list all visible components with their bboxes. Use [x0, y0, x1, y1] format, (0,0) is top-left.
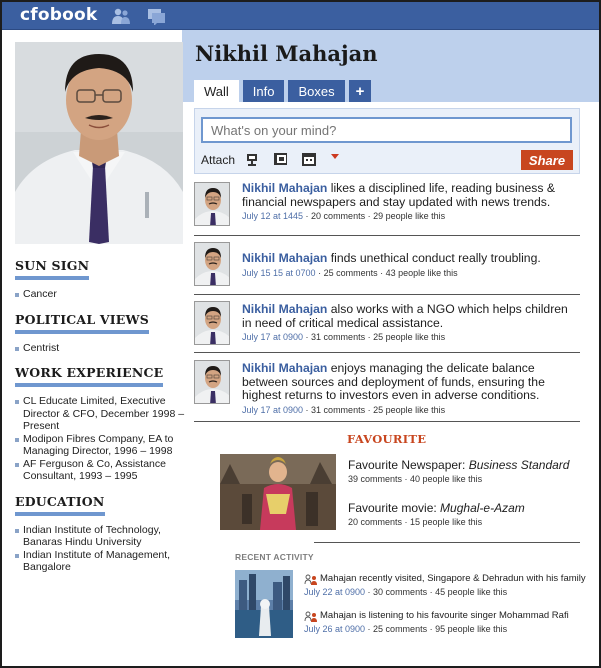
post-likes[interactable]: 43 people like this: [385, 267, 458, 278]
sun-sign-section: [15, 257, 185, 301]
work-experience-item: Modipon Fibres Company, EA to Managing Director, 1996 – 1998: [15, 433, 185, 458]
post-comments-link[interactable]: 31 comments: [311, 404, 366, 415]
post-meta: July 17 at 0900 · 31 comments · 25 people like this: [242, 332, 446, 342]
wall-post: [194, 242, 580, 295]
activity-item: [304, 610, 589, 634]
about-sidebar: [15, 257, 185, 584]
post-author-link[interactable]: Nikhil Mahajan: [242, 361, 328, 375]
post-likes[interactable]: 29 people like this: [373, 211, 446, 221]
activity-item: [304, 573, 589, 597]
post-avatar[interactable]: [194, 242, 230, 286]
sun-sign-item: Cancer: [15, 288, 185, 301]
profile-portrait-illustration: [15, 42, 183, 244]
tab-add[interactable]: +: [349, 80, 372, 102]
favourite-movie-label: Favourite movie:: [348, 501, 437, 515]
work-experience-item: AF Ferguson & Co, Assistance Consultant, 1993 – 1995: [15, 458, 185, 483]
education-title: EDUCATION: [15, 494, 105, 516]
post-timestamp[interactable]: July 12 at 1445: [242, 211, 304, 221]
tab-boxes[interactable]: Boxes: [288, 80, 344, 102]
profile-name: Nikhil Mahajan: [195, 41, 378, 66]
status-input[interactable]: [201, 117, 572, 143]
work-experience-title: WORK EXPERIENCE: [15, 365, 163, 387]
share-button[interactable]: Share: [521, 150, 573, 170]
status-composer: [194, 108, 580, 174]
recent-activity-divider: [314, 542, 580, 543]
work-experience-section: [15, 364, 185, 483]
wall-post: [194, 182, 580, 236]
tab-info[interactable]: Info: [243, 80, 285, 102]
post-meta: July 12 at 1445 · 20 comments · 29 people like this: [242, 211, 446, 221]
activity-timestamp[interactable]: July 26 at 0900: [304, 624, 366, 634]
favourite-image[interactable]: [220, 454, 336, 530]
favourite-movie: Favourite movie: Mughal-e-Azam 20 comments · 15 people like this: [348, 501, 525, 527]
favourite-likes[interactable]: 15 people like this: [410, 517, 483, 527]
wall-post: [194, 360, 580, 422]
activity-people-icon: [304, 611, 318, 622]
education-section: [15, 493, 185, 574]
favourite-comments-link[interactable]: 20 comments: [348, 517, 403, 527]
post-author-link[interactable]: Nikhil Mahajan: [242, 181, 328, 195]
post-timestamp[interactable]: July 17 at 0900: [242, 404, 304, 415]
app-logo[interactable]: cfobook: [20, 5, 98, 25]
activity-likes[interactable]: 95 people like this: [435, 624, 508, 634]
post-author-link[interactable]: Nikhil Mahajan: [242, 302, 328, 316]
post-likes[interactable]: 25 people like this: [373, 332, 446, 342]
wall-post: [194, 301, 580, 353]
favourite-newspaper-value[interactable]: Business Standard: [468, 458, 570, 472]
favourite-title: FAVOURITE: [347, 432, 427, 446]
activity-meta: July 26 at 0900 · 25 comments · 95 people like this: [304, 624, 508, 634]
avatar-illustration: [195, 183, 230, 226]
education-item: Indian Institute of Technology, Banaras Hindu University: [15, 524, 185, 549]
activity-timestamp[interactable]: July 22 at 0900: [304, 587, 366, 597]
post-timestamp[interactable]: July 15 15 at 0700: [242, 267, 316, 278]
tab-wall[interactable]: Wall: [194, 80, 239, 102]
post-text: finds unethical conduct really troubling.: [330, 251, 541, 265]
post-text: likes a disciplined life, reading business & financial newspapers and stay updated with news trends.: [242, 181, 555, 209]
attach-photo-icon[interactable]: [273, 151, 289, 167]
activity-text: Mahajan recently visited, Singapore & Dehradun with his family: [320, 573, 586, 584]
recent-activity-title: RECENT ACTIVITY: [235, 552, 314, 562]
attach-link-icon[interactable]: [245, 151, 261, 167]
recent-activity-image[interactable]: [235, 570, 293, 638]
political-views-item: Centrist: [15, 342, 185, 355]
post-avatar[interactable]: [194, 301, 230, 345]
profile-photo: [15, 42, 183, 244]
political-views-section: [15, 311, 185, 355]
post-avatar[interactable]: [194, 182, 230, 226]
movie-still-illustration: [220, 454, 336, 530]
post-text: also works with a NGO which helps children in need of critical medical assistance.: [242, 302, 568, 330]
attach-event-icon[interactable]: [301, 151, 317, 167]
favourite-movie-value[interactable]: Mughal-e-Azam: [440, 501, 525, 515]
attach-more-caret-icon[interactable]: [331, 154, 339, 159]
friends-icon[interactable]: [110, 7, 132, 25]
favourite-newspaper: Favourite Newspaper: Business Standard 39 comments · 40 people like this: [348, 458, 570, 484]
post-avatar[interactable]: [194, 360, 230, 404]
avatar-illustration: [195, 302, 230, 345]
top-bar: [2, 2, 599, 30]
post-text: enjoys managing the delicate balance between sources and deployment of funds, ensuring the highest returns to investors even in adverse conditions.: [242, 361, 545, 402]
profile-tabs: [194, 80, 371, 102]
activity-meta: July 22 at 0900 · 30 comments · 45 people like this: [304, 587, 508, 597]
avatar-illustration: [195, 361, 230, 404]
favourite-comments-link[interactable]: 39 comments: [348, 474, 403, 484]
activity-comments-link[interactable]: 30 comments: [373, 587, 428, 597]
post-comments-link[interactable]: 31 comments: [311, 332, 366, 342]
favourite-newspaper-label: Favourite Newspaper:: [348, 458, 466, 472]
activity-people-icon: [304, 574, 318, 585]
post-likes[interactable]: 25 people like this: [373, 404, 446, 415]
sun-sign-title: SUN SIGN: [15, 258, 89, 280]
post-timestamp[interactable]: July 17 at 0900: [242, 332, 304, 342]
attach-label: Attach: [201, 153, 236, 167]
singapore-skyline-illustration: [235, 570, 293, 638]
activity-comments-link[interactable]: 25 comments: [373, 624, 428, 634]
post-meta: July 17 at 0900 · 31 comments · 25 people like this: [242, 404, 446, 415]
messages-icon[interactable]: [146, 7, 168, 25]
political-views-title: POLITICAL VIEWS: [15, 312, 149, 334]
post-author-link[interactable]: Nikhil Mahajan: [242, 251, 328, 265]
post-comments-link[interactable]: 25 comments: [323, 267, 378, 278]
avatar-illustration: [195, 243, 230, 286]
post-comments-link[interactable]: 20 comments: [311, 211, 366, 221]
favourite-likes[interactable]: 40 people like this: [410, 474, 483, 484]
activity-likes[interactable]: 45 people like this: [435, 587, 508, 597]
education-item: Indian Institute of Management, Bangalore: [15, 549, 185, 574]
activity-text: Mahajan is listening to his favourite singer Mohammad Rafi: [320, 610, 569, 621]
post-meta: July 15 15 at 0700 · 25 comments · 43 people like this: [242, 267, 458, 278]
work-experience-item: CL Educate Limited, Executive Director & CFO, December 1998 – Present: [15, 395, 185, 433]
